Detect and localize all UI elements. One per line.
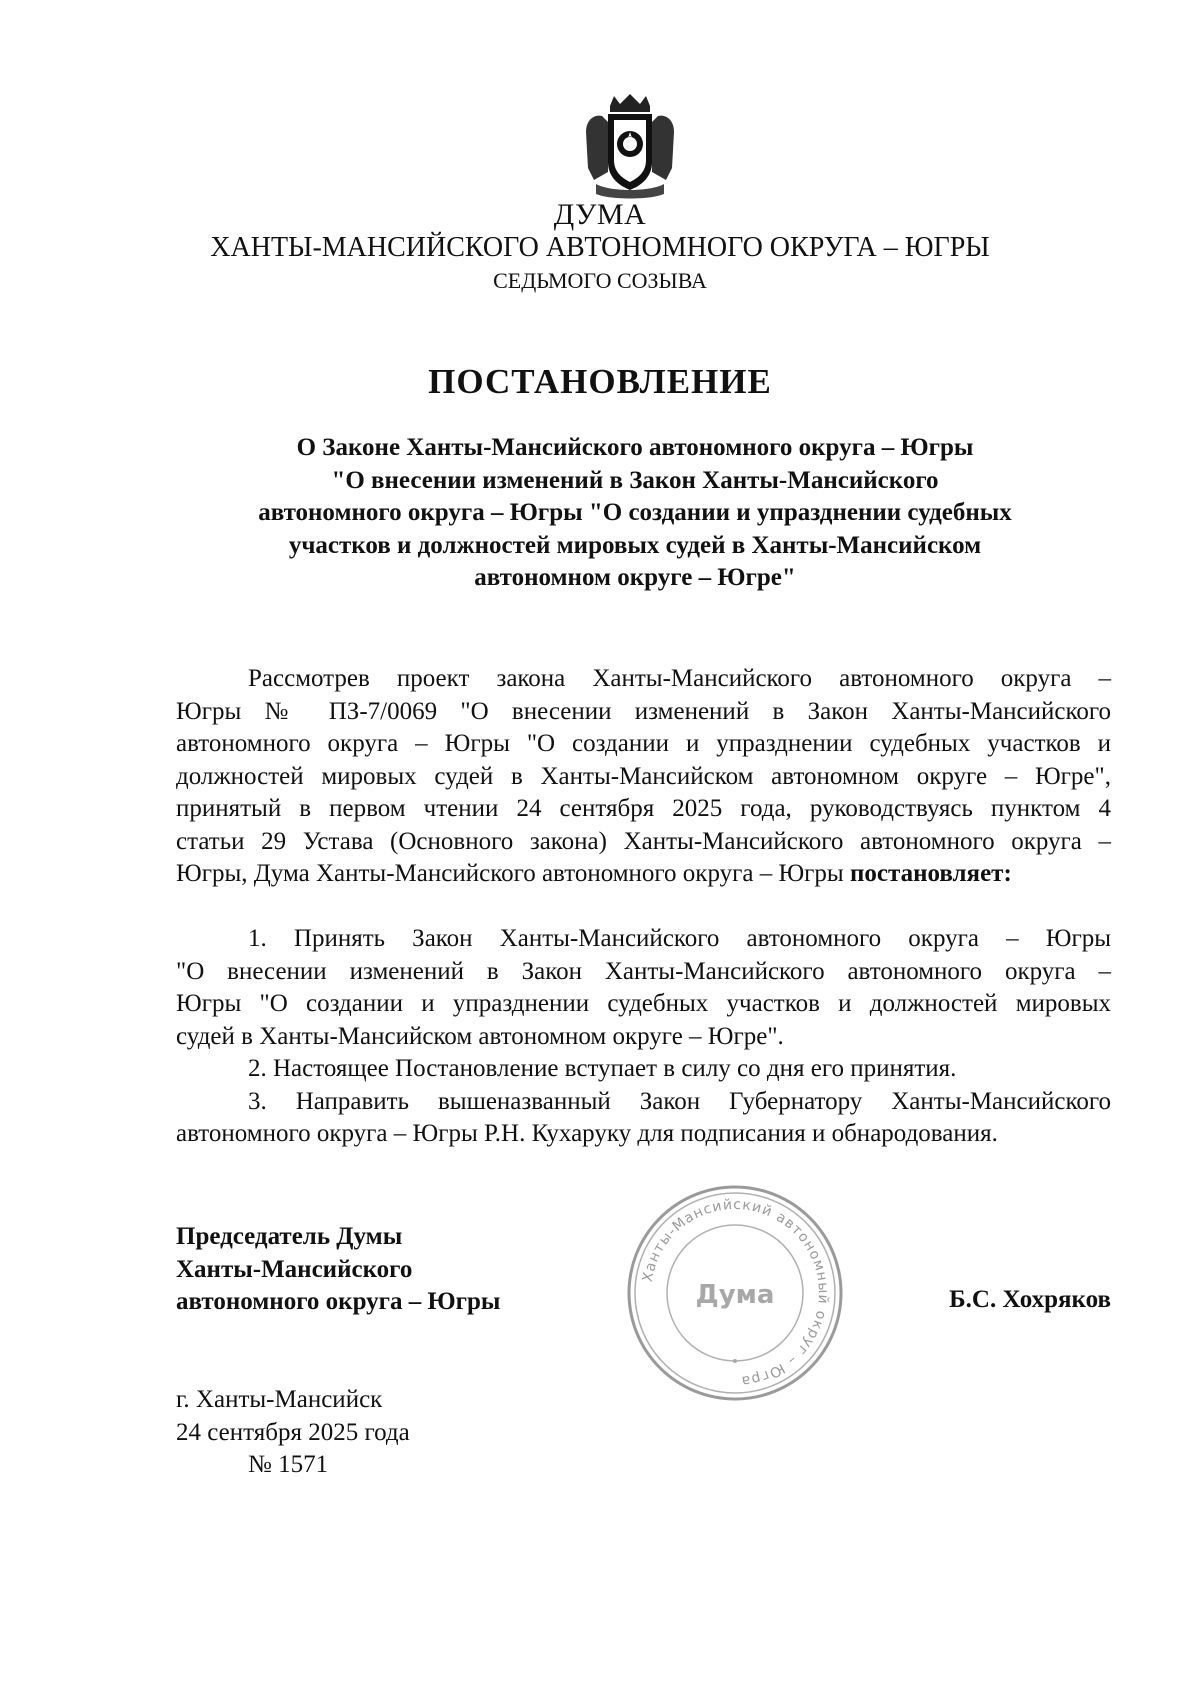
signatory-title-line: Ханты-Мансийского — [176, 1255, 413, 1283]
seal-ring-text: Ханты-Мансийский автономный округ – Югра — [639, 1196, 832, 1389]
preamble-line: автономного округа – Югры "О создании и упразднении судебных участков и — [176, 730, 1111, 757]
organ-name: ДУМА — [553, 198, 647, 231]
signatory-title-line: автономного округа – Югры — [176, 1288, 501, 1315]
preamble-line: должностей мировых судей в Ханты-Мансийском автономном округе – Югре", — [176, 762, 1111, 790]
resolution-items — [176, 923, 1111, 1151]
preamble-line: Югры № ПЗ-7/0069 "О внесении изменений в Закон Ханты-Мансийского — [176, 697, 1111, 725]
signatory-title-line: Председатель Думы — [176, 1223, 403, 1250]
seal-center-text: Дума — [695, 1280, 775, 1310]
preamble-line: Югры, Дума Ханты-Мансийского автономного округа – Югры — [176, 860, 850, 887]
signatory-name: Б.С. Хохряков — [949, 1286, 1111, 1313]
official-seal-stamp — [625, 1183, 845, 1403]
coat-of-arms-emblem — [580, 92, 680, 202]
item-line: 2. Настоящее Постановление вступает в силу со дня его принятия. — [248, 1055, 957, 1082]
subject-line: участков и должностей мировых судей в Ханты-Мансийском — [288, 531, 982, 559]
date: 24 сентября 2025 года — [176, 1418, 410, 1446]
item-line: автономного округа – Югры Р.Н. Кухаруку для подписания и обнародования. — [176, 1120, 998, 1147]
item-line: "О внесении изменений в Закон Ханты-Мансийского автономного округа – — [176, 957, 1111, 985]
item-line: 1. Принять Закон Ханты-Мансийского автономного округа – Югры — [248, 925, 1111, 952]
signatory-title — [176, 1221, 500, 1319]
subject-line: "О внесении изменений в Закон Ханты-Мансийского — [331, 466, 939, 494]
document-subject — [200, 432, 1070, 595]
preamble-line: статьи 29 Устава (Основного закона) Ханты-Мансийского автономного округа – — [176, 827, 1111, 855]
subject-line: автономном округе – Югре" — [474, 564, 796, 591]
subject-line: автономного округа – Югры "О создании и упразднении судебных — [258, 499, 1012, 526]
convocation: СЕДЬМОГО СОЗЫВА — [493, 268, 707, 293]
item-line: 3. Направить вышеназванный Закон Губернатору Ханты-Мансийского — [248, 1087, 1111, 1115]
decision-word: постановляет: — [849, 860, 1012, 887]
region-name: ХАНТЫ-МАНСИЙСКОГО АВТОНОМНОГО ОКРУГА – ЮГРЫ — [210, 232, 990, 263]
preamble-paragraph — [176, 663, 1111, 891]
place-date-number — [176, 1384, 410, 1482]
subject-line: О Законе Ханты-Мансийского автономного округа – Югры — [296, 434, 974, 461]
preamble-last-line — [176, 858, 1111, 891]
document-number: № 1571 — [248, 1451, 329, 1478]
preamble-line: Рассмотрев проект закона Ханты-Мансийского автономного округа – — [248, 665, 1111, 692]
place: г. Ханты-Мансийск — [176, 1386, 383, 1413]
document-type-title: ПОСТАНОВЛЕНИЕ — [428, 362, 772, 401]
preamble-line: принятый в первом чтении 24 сентября 2025 года, руководствуясь пунктом 4 — [176, 795, 1111, 822]
item-line: Югры "О создании и упразднении судебных участков и должностей мировых — [176, 990, 1111, 1017]
item-line: судей в Ханты-Мансийском автономном округе – Югре". — [176, 1022, 784, 1050]
